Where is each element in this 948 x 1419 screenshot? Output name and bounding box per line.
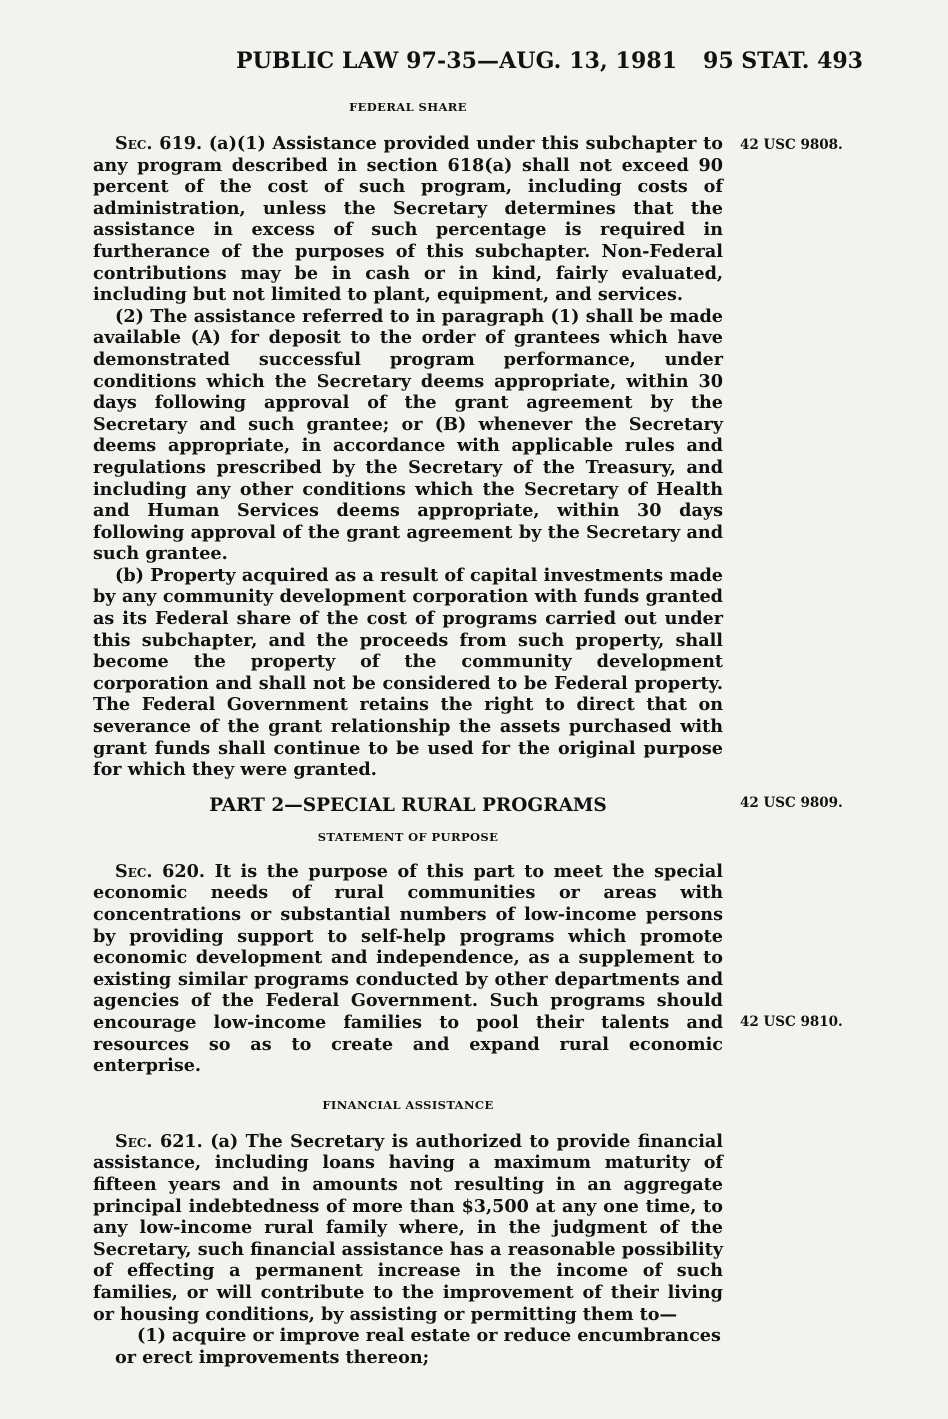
paragraph-sec-621-a — [93, 1131, 723, 1325]
paragraph-sec-620 — [93, 861, 723, 1077]
margin-note-9810: 42 USC 9810. — [740, 1014, 843, 1030]
heading-statement-of-purpose: STATEMENT OF PURPOSE — [317, 829, 499, 844]
heading-federal-share: FEDERAL SHARE — [349, 100, 467, 114]
sec-label: Sec. — [115, 1130, 153, 1152]
paragraph-sec-619-a1 — [93, 133, 723, 306]
body-text — [93, 97, 723, 1368]
margin-note-9808: 42 USC 9808. — [740, 137, 843, 153]
heading-part-2: PART 2—SPECIAL RURAL PROGRAMS — [209, 794, 607, 816]
header-public-law: PUBLIC LAW 97-35—AUG. 13, 1981 — [236, 48, 678, 74]
paragraph-sec-619-b: (b) Property acquired as a result of capital investments made by any community development corporation with funds granted as its Federal share of the cost of programs carried out under this subchapter, and the proceeds from such property, shall become the property of the community development corporation and shall not be considered to be Federal property. The Federal Government retains the right to direct that on severance of the grant relationship the assets purchased with grant funds shall continue to be used for the original purpose for which they were granted. — [93, 564, 723, 781]
running-head — [93, 48, 863, 84]
sec-label: Sec. — [115, 860, 153, 882]
paragraph-text: 620. It is the purpose of this part to meet the special economic needs of rural communities or areas with concentrations or substantial numbers of low-income persons by providing support to self-help programs which promote economic development and independence, as a supplement to existing similar programs conducted by other departments and agencies of the Federal Government. Such programs should encourage low-income families to pool their talents and resources so as to create and expand rural economic enterprise. — [93, 860, 723, 1077]
paragraph-sec-621-a-1: (1) acquire or improve real estate or reduce encumbrances or erect improvements thereon; — [115, 1325, 721, 1368]
paragraph-sec-619-a2: (2) The assistance referred to in paragraph (1) shall be made available (A) for deposit to the order of grantees which have demonstrated successful program performance, under conditions which the Secretary deems appropriate, within 30 days following approval of the grant agreement by the Secretary and such grantee; or (B) whenever the Secretary deems appropriate, in accordance with applicable rules and regulations prescribed by the Secretary of the Treasury, and including any other conditions which the Secretary of Health and Human Services deems appropriate, within 30 days following approval of the grant agreement by the Secretary and such grantee. — [93, 305, 723, 565]
paragraph-text: 621. (a) The Secretary is authorized to provide financial assistance, including loans having a maximum maturity of fifteen years and in amounts not resulting in an aggregate principal indebtedness of more than $3,500 at any one time, to any low-income rural family where, in the judgment of the Secretary, such financial assistance has a reasonable possibility of effecting a permanent increase in the income of such families, or will contribute to the improvement of their living or housing conditions, by assisting or permitting them to— — [93, 1130, 723, 1325]
paragraph-text: 619. (a)(1) Assistance provided under this subchapter to any program described in section 618(a) shall not exceed 90 percent of the cost of such program, including costs of administration, unless the Secretary determines that the assistance in excess of such percentage is required in furtherance of the purposes of this subchapter. Non-Federal contributions may be in cash or in kind, fairly evaluated, including but not limited to plant, equipment, and services. — [93, 133, 723, 306]
margin-note-9809: 42 USC 9809. — [740, 795, 843, 811]
sec-label: Sec. — [115, 133, 153, 154]
heading-financial-assistance: FINANCIAL ASSISTANCE — [322, 1097, 494, 1112]
header-stat-page: 95 STAT. 493 — [703, 48, 863, 74]
